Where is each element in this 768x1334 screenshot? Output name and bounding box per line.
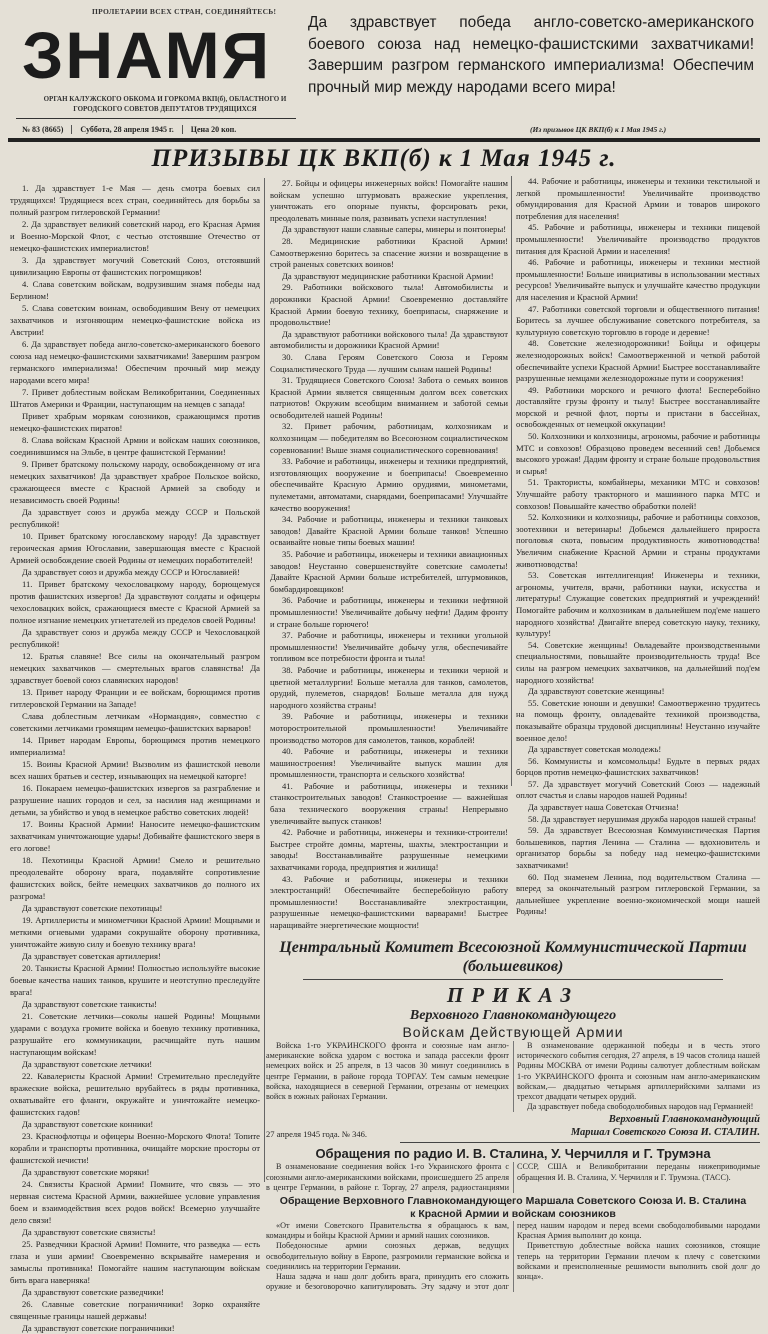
paragraph: Да здравствуют советские пехотинцы! <box>22 903 163 913</box>
paragraph: Да здравствуют советские летчики! <box>22 1059 153 1069</box>
paragraph: Войска 1-го УКРАИНСКОГО фронта и союзные нам англо-американские войска ударом с востока и запада рассекли фронт немецких войск и 25 апреля, в 13 часов 30 минут соединились в центре Германии, в районе города ТОРГАУ. Тем самым немецкие войска, находящиеся в северной Германии, отрезаны от немецких войск в южных районах Германии. <box>266 1041 509 1102</box>
paragraph: 24. Связисты Красной Армии! Помните, что связь — это нервная система Красной Армии, важнейшее условие управления боем и взаимодействия всех родов войск! Всемерно улучшайте дело связи! <box>10 1179 260 1225</box>
paragraph: 17. Воины Красной Армии! Наносите немецко-фашистским захватчикам уничтожающие удары! Добивайте фашистского зверя в его логове! <box>10 819 260 853</box>
paragraph: 29. Работники войскового тыла! Автомобилисты и дорожники Красной Армии! Своевременно доставляйте Красной Армии боевую технику, боеприпасы, снаряжение и продовольствие! <box>270 282 508 328</box>
paragraph: 1. Да здравствует 1-е Мая — день смотра боевых сил трудящихся! Трудящиеся всех стран, соединяйтесь для борьбы за полный разгром гитлеровской Германии! <box>10 183 260 217</box>
paragraph: 21. Советские летчики—соколы нашей Родины! Мощными ударами с воздуха громите войска и боевую технику противника, разрушайте его коммуникации, расчищайте путь нашим наступающим войскам! <box>10 1011 260 1057</box>
paragraph: 18. Пехотинцы Красной Армии! Смело и решительно преодолевайте оборону врага, подавляйте сопротивление фашистских войск, бейте немецких захватчиков до полного их разгрома! <box>10 855 260 901</box>
paragraph: Да здравствует союз и дружба между СССР и Чехословацкой республикой! <box>10 627 260 649</box>
paragraph: 45. Рабочие и работницы, инженеры и техники пищевой промышленности! Увеличивайте производство продуктов питания для Красной Армии и населения! <box>516 222 760 256</box>
address-heading-line-1: Обращение Верховного Главнокомандующего Маршала Советского Союза И. В. Сталина <box>279 1195 747 1208</box>
column-3 <box>516 176 760 918</box>
paragraph: Да здравствует союз и дружба между СССР и Югославией! <box>22 567 240 577</box>
paragraph: 22. Кавалеристы Красной Армии! Стремительно преследуйте вражеские войска, решительно врубайтесь в ряды противника, охватывайте его фланги, окружайте и уничтожайте немецко-фашистских гадов! <box>10 1071 260 1117</box>
paragraph: 38. Рабочие и работницы, инженеры и техники черной и цветной металлургии! Больше металла для танков, самолетов, орудий, пулеметов, снарядов! Больше металла для нужд народного хозяйства страны! <box>270 664 508 710</box>
paragraph: 60. Под знаменем Ленина, под водительством Сталина — вперед за окончательный разгром гитлеровской Германии, за дальнейшее укрепление военно-экономической мощи нашей Родины! <box>516 871 760 917</box>
paragraph: Да здравствуют советские танкисты! <box>22 999 157 1009</box>
paragraph: 2. Да здравствует великий советский народ, его Красная Армия и Военно-Морской Флот, с честью отстоявшие Отечество от немецко-фашистских империалистов! <box>10 219 260 253</box>
paragraph: 31. Трудящиеся Советского Союза! Забота о семьях воинов Красной Армии является священным долгом всех советских патриотов! Окружим всеобщим вниманием и заботой семьи освободителей нашей Родины! <box>270 375 508 420</box>
address-text <box>266 1221 760 1292</box>
paragraph: 14. Привет народам Европы, борющимся против немецкого империализма! <box>10 735 260 757</box>
paragraph: 51. Трактористы, комбайнеры, механики МТС и совхозов! Улучшайте работу тракторного и машинного парка МТС и совхозов! Повышайте качество обработки полей! <box>516 477 760 511</box>
paragraph: 52. Колхозники и колхозницы, рабочие и работницы совхозов, зоотехники и ветеринары! Добьемся дальнейшего прироста поголовья скота, повысим продуктивность животноводства! Увеличим снабжение Красной Армии и страны продуктами животноводства! <box>516 512 760 569</box>
signer-name: Маршал Советского Союза И. СТАЛИН. <box>570 1126 760 1138</box>
column-1 <box>10 182 260 1334</box>
divider <box>303 979 723 980</box>
paragraph: Да здравствуют медицинские работники Красной Армии! <box>282 270 494 281</box>
paragraph: 9. Привет братскому польскому народу, освобожденному от ига немецких захватчиков! Да здравствует храброе Польское войско, сражающееся вместе с Красной Армией за свободу и независимость своей Родины! <box>10 459 260 505</box>
paragraph: 23. Краснофлотцы и офицеры Военно-Морского Флота! Топите корабли и транспорты противника, очищайте морские просторы от фашистской нечисти! <box>10 1131 260 1165</box>
paragraph: 8. Слава войскам Красной Армии и войскам наших союзников, соединившимся на Эльбе, в центре фашистской Германии! <box>10 435 260 457</box>
paragraph: Да здравствует наша Советская Отчизна! <box>528 802 679 813</box>
paragraph: 10. Привет братскому югославскому народу! Да здравствует героическая армия Югославии, завершающая вместе с Красной Армией освобождение своей Родины от немецких поработителей! <box>10 531 260 565</box>
paragraph: В ознаменование соединения войск 1-го Украинского фронта с союзными англо-американскими войсками, происшедшего 25 апреля в центре Германии, в районе г. Торгау, 27 апреля, радиостанциями СССР, США и Великобритании переданы нижеприводимые обращения И. В. Сталина, У. Черчилля и Г. Трумэна. (ТАСС). <box>266 1162 760 1192</box>
paragraph: Да здравствуют советские разведчики! <box>22 1287 164 1297</box>
paragraph: Да здравствуют работники войскового тыла! Да здравствуют автомобилисты и дорожники Красной Армии! <box>270 328 508 351</box>
paragraph: 50. Колхозники и колхозницы, агрономы, рабочие и работницы МТС и совхозов! Образцово проведем весенний сев! Добьемся высокого урожая! Дадим фронту и стране больше продовольствия и сырья! <box>516 431 760 476</box>
paragraph: Да здравствуют советские связисты! <box>22 1227 156 1237</box>
divider <box>8 138 760 142</box>
paragraph: 33. Рабочие и работницы, инженеры и техники предприятий, изготовляющих вооружение и боеприпасы! Своевременно обеспечивайте Красную Армию орудиями, минометами, пулеметами, автоматами, снарядами, боеприпасами! Улучшайте качество вооружения! <box>270 456 508 513</box>
paragraph: 25. Разведчики Красной Армии! Помните, что разведка — есть глаза и уши армии! Своевременно вскрывайте намерения и замыслы противника! Помогайте нашим наступающим войскам бить врага наверняка! <box>10 1239 260 1285</box>
paragraph: 41. Рабочие и работницы, инженеры и техники станкостроительных заводов! Станкостроение — важнейшая база технического вооружения страны! Непрерывно увеличивайте выпуск станков! <box>270 780 508 826</box>
paragraph: 7. Привет доблестным войскам Великобритании, Соединенных Штатов Америки и Франции, наступающим на немцев с запада! <box>10 387 260 409</box>
paragraph: 28. Медицинские работники Красной Армии! Самоотверженно боритесь за спасение жизни и возвращение в строй раненых советских воинов! <box>270 235 508 270</box>
paragraph: 39. Рабочие и работницы, инженеры и техники моторостроительной промышленности! Увеличивайте производство моторов для самолетов, танков, кораблей! <box>270 711 508 745</box>
paragraph: 36. Рабочие и работницы, инженеры и техники нефтяной промышленности! Увеличивайте добычу нефти! Дадим фронту и стране больше горючего! <box>270 595 508 629</box>
paragraph: 6. Да здравствует победа англо-советско-американского боевого союза над немецко-фашистскими захватчиками! Завершим разгром германского империализма! Обеспечим прочный мир между народами всего мира! <box>10 339 260 385</box>
ck-signature: Центральный Комитет Всесоюзной Коммунистической Партии (большевиков) <box>279 939 747 975</box>
slogan-source: (Из призывов ЦК ВКП(б) к 1 Мая 1945 г.) <box>530 125 667 134</box>
prikaz-text <box>266 1041 760 1112</box>
paragraph: Да здравствуют советские женщины! <box>528 686 665 697</box>
paragraph: 32. Привет рабочим, работницам, колхозникам и колхозницам — победителям во Всесоюзном социалистическом соревновании! Выше знамя социалистического соревнования! <box>270 421 508 455</box>
paragraph: 37. Рабочие и работницы, инженеры и техники угольной промышленности! Увеличивайте добычу угля, обеспечивайте топливом все потребности фронта и тыла! <box>270 630 508 664</box>
paragraph: 54. Советские женщины! Овладевайте производственными специальностями, повышайте производительность труда! Все силы на разгром немецких захватчиков, на дальнейший под'ем народного хозяйства! <box>516 639 760 685</box>
paragraph: Наша задача и наш долг добить врага, принудить его сложить оружие и безоговорочно капитулировать. Эту задачу и этот долг перед нашим народом и перед всеми свободолюбивыми народами Красная Армия выполнит до конца. <box>266 1221 760 1292</box>
column-2 <box>270 178 508 932</box>
radio-heading: Обращения по радио И. В. Сталина, У. Черчилля и Г. Трумэна <box>315 1146 711 1162</box>
paragraph: 34. Рабочие и работницы, инженеры и техники танковых заводов! Давайте Красной Армии больше танков! Успешно осваивайте новые типы боевых машин! <box>270 514 508 548</box>
paragraph: Да здравствует советская молодежь! <box>528 744 662 755</box>
paragraph: 43. Рабочие и работницы, инженеры и техники электростанций! Обеспечивайте бесперебойную работу промышленности! Восстанавливайте электростанции, разрушенные немецко-фашистскими варварами! Быстрее наращивайте энергетические мощности! <box>270 873 508 930</box>
column-divider <box>511 176 512 786</box>
masthead-organ: ОРГАН КАЛУЖСКОГО ОБКОМА И ГОРКОМА ВКП(б), ОБЛАСТНОГО И ГОРОДСКОГО СОВЕТОВ ДЕПУТАТОВ ТРУДЯЩИХСЯ <box>43 95 287 113</box>
paragraph: 44. Рабочие и работницы, инженеры и техники текстильной и легкой промышленности! Увеличивайте производство обмундирования для Красной Армии и товаров широкого потребления для населения! <box>516 176 760 221</box>
paragraph: Да здравствуют советские моряки! <box>22 1167 150 1177</box>
divider <box>400 1142 760 1143</box>
prikaz-heading: ПРИКАЗ <box>446 983 580 1007</box>
prikaz-signature <box>571 1114 760 1139</box>
paragraph: 4. Слава советским войскам, водрузившим знамя победы над Берлином! <box>10 279 260 301</box>
issue-price: Цена 20 коп. <box>190 124 237 134</box>
paragraph: 53. Советская интеллигенция! Инженеры и техники, агрономы, учителя, врачи, работники науки, искусства и литературы! Служащие советских предприятий и учреждений! Помогайте рабочим и колхозникам в дальнейшем под'еме нашего народного хозяйства! Двигайте вперед советскую науку, технику, культуру! <box>516 570 760 639</box>
paragraph: 56. Коммунисты и комсомольцы! Будьте в первых рядах борцов против немецко-фашистских захватчиков! <box>516 755 760 778</box>
prikaz-header <box>266 983 760 1041</box>
issue-number: № 83 (8665) <box>14 125 72 134</box>
radio-intro <box>266 1162 760 1193</box>
paragraph: Да здравствуют советские конники! <box>22 1119 154 1129</box>
paragraph: Да здравствует советская артиллерия! <box>22 951 161 961</box>
issue-date: Суббота, 28 апреля 1945 г. <box>72 125 182 134</box>
prikaz-date: 27 апреля 1945 года. № 346. <box>266 1129 367 1140</box>
paragraph: «От имени Советского Правительства я обращаюсь к вам, командиры и бойцы Красной Армии и армий наших союзников. <box>266 1221 509 1241</box>
paragraph: 20. Танкисты Красной Армии! Полностью используйте высокие боевые качества наших танков, крушите и неотступно преследуйте врага! <box>10 963 260 997</box>
signer-title: Верховный Главнокомандующий <box>608 1114 760 1126</box>
paragraph: 46. Рабочие и работницы, инженеры и техники местной промышленности! Больше инициативы в использовании местных ресурсов! Увеличивайте выпуск и улучшайте качество продукции для населения и Красной Армии! <box>516 257 760 302</box>
paragraph: Да здравствуют советские пограничники! <box>22 1323 175 1333</box>
paragraph: Победоносные армии союзных держав, ведущих освободительную войну в Европе, разгромили германские войска и соединились на территории Германии. <box>266 1241 509 1271</box>
issue-info-bar <box>14 122 304 136</box>
paragraph: 59. Да здравствует Всесоюзная Коммунистическая Партия большевиков, партия Ленина — Сталина — вдохновитель и организатор борьбы за победу над немецко-фашистскими захватчиками! <box>516 825 760 871</box>
paragraph: 57. Да здравствует могучий Советский Союз — надежный оплот счастья и славы народов нашей Родины! <box>516 778 760 801</box>
newspaper-logo: ЗНАМЯ <box>22 18 272 92</box>
paragraph: 55. Советские юноши и девушки! Самоотверженно трудитесь на помощь фронту, овладевайте техникой производства, показывайте образцы трудовой дисциплины! Неустанно изучайте военное дело! <box>516 697 760 743</box>
paragraph: 5. Слава советским воинам, освободившим Вену от немецких захватчиков и изгоняющим немецко-фашистские войска из Австрии! <box>10 303 260 337</box>
prikaz-signature-row <box>266 1114 760 1139</box>
masthead-slogan: Да здравствует победа англо-советско-американского боевого союза над немецко-фашистскими захватчиками! Завершим разгром германского империализма! Обеспечим прочный мир между народами всего мира! <box>308 14 754 96</box>
paragraph: 12. Братья славяне! Все силы на окончательный разгром немецких захватчиков — смертельных врагов славянства! Да здравствует боевой союз славянских народов! <box>10 651 260 685</box>
page-title: ПРИЗЫВЫ ЦК ВКП(б) к 1 Мая 1945 г. <box>151 145 617 172</box>
paragraph: 11. Привет братскому чехословацкому народу, борющемуся против фашистских извергов! Да здравствуют солдаты и офицеры чехословацких войск, сражающиеся вместе с Красной Армией за полное изгнание немецких угнетателей из пределов своей Родины! <box>10 579 260 625</box>
paragraph: 30. Слава Героям Советского Союза и Героям Социалистического Труда — лучшим сынам нашей Родины! <box>270 351 508 374</box>
paragraph: 27. Бойцы и офицеры инженерных войск! Помогайте нашим войскам успешно штурмовать вражеские укрепления, уничтожать его опорные пункты, форсировать реки, преодолевать минные поля, развивать успехи наступления! <box>270 178 508 223</box>
paragraph: Приветствую доблестные войска наших союзников, стоящие теперь на территории Германии плечом к плечу с советскими войсками и преисполненные решимости выполнить свой долг до конца». <box>517 1241 760 1282</box>
paragraph: 13. Привет народу Франции и ее войскам, борющимся против гитлеровской Германии на Западе! <box>10 687 260 709</box>
paragraph: Да здравствует союз и дружба между СССР и Польской республикой! <box>10 507 260 529</box>
paragraph: 15. Воины Красной Армии! Вызволим из фашистской неволи всех наших братьев и сестер, изнывающих на немецкой каторге! <box>10 759 260 781</box>
address-heading-line-2: к Красной Армии и войскам союзников <box>410 1208 616 1221</box>
address-heading <box>266 1195 760 1221</box>
bottom-block <box>266 938 760 1292</box>
prikaz-subheading: Верховного Главнокомандующего <box>409 1008 617 1023</box>
paragraph: В ознаменование одержанной победы и в честь этого исторического события сегодня, 27 апреля, в 19 часов столица нашей Родины МОСКВА от имени Родины салютует доблестным войскам 1-го УКРАИНСКОГО фронта и союзным нам англо-американским войскам,— двадцатью четырьмя артиллерийскими залпами из трехсот двадцати четырех орудий. <box>517 1041 760 1102</box>
paragraph: 48. Советские железнодорожники! Бойцы и офицеры железнодорожных войск! Самоотверженной и четкой работой обеспечивайте успехи Красной Армии! Быстрее восстанавливайте разрушенные немцами железнодорожные пути и сооружения! <box>516 338 760 384</box>
paragraph: Да здравствуют наши славные саперы, минеры и понтонеры! <box>282 224 507 235</box>
paragraph: 26. Славные советские пограничники! Зорко охраняйте священные границы нашей державы! <box>10 1299 260 1321</box>
paragraph: 47. Работники советской торговли и общественного питания! Боритесь за лучшее обслуживание советского потребителя, за культурную советскую торговлю в городе и деревне! <box>516 303 760 337</box>
paragraph: 16. Покараем немецко-фашистских извергов за разграбление и разрушение наших городов и сел, за насилия над женщинами и детьми, за убийство и увод в немецкое рабство советских людей! <box>10 783 260 817</box>
paragraph: 49. Работники морского и речного флота! Бесперебойно доставляйте грузы фронту и тылу! Быстрее восстанавливайте морской и речной флот, порты и пристани в бассейнах, освобожденных от немецкой оккупации! <box>516 384 760 430</box>
paragraph: 40. Рабочие и работницы, инженеры и техники машиностроения! Увеличивайте выпуск машин для промышленности, транспорта и сельского хозяйства! <box>270 746 508 780</box>
paragraph: 58. Да здравствует нерушимая дружба народов нашей страны! <box>528 813 757 824</box>
divider <box>16 118 296 119</box>
paragraph: Привет храбрым морякам союзников, сражающимся против немецко-фашистских пиратов! <box>10 411 260 433</box>
paragraph: 19. Артиллеристы и минометчики Красной Армии! Мощными и меткими огневыми ударами сокрушайте оборону противника, уничтожайте живую силу и боевую технику врага! <box>10 915 260 949</box>
masthead-motto: ПРОЛЕТАРИИ ВСЕХ СТРАН, СОЕДИНЯЙТЕСЬ! <box>92 7 277 16</box>
paragraph: 3. Да здравствует могучий Советский Союз, отстоявший цивилизацию Европы от фашистских погромщиков! <box>10 255 260 277</box>
paragraph: 42. Рабочие и работницы, инженеры и техники-строители! Быстрее стройте домны, мартены, шахты, электростанции и заводы! Восстанавливайте разрушенные немецкими захватчиками города, предприятия и жилища! <box>270 827 508 873</box>
paragraph: Да здравствует победа свободолюбивых народов над Германией! <box>527 1102 754 1112</box>
column-divider <box>264 178 265 1182</box>
paragraph: 35. Рабочие и работницы, инженеры и техники авиационных заводов! Неустанно совершенствуйте советские самолеты! Давайте Красной Армии больше истребителей, штурмовиков, бомбардировщиков! <box>270 549 508 594</box>
paragraph: Слава доблестным летчикам «Нормандия», совместно с советскими летчиками громящим немецко-фашистских варваров! <box>10 711 260 733</box>
prikaz-addressee: Войскам Действующей Армии <box>402 1024 624 1040</box>
